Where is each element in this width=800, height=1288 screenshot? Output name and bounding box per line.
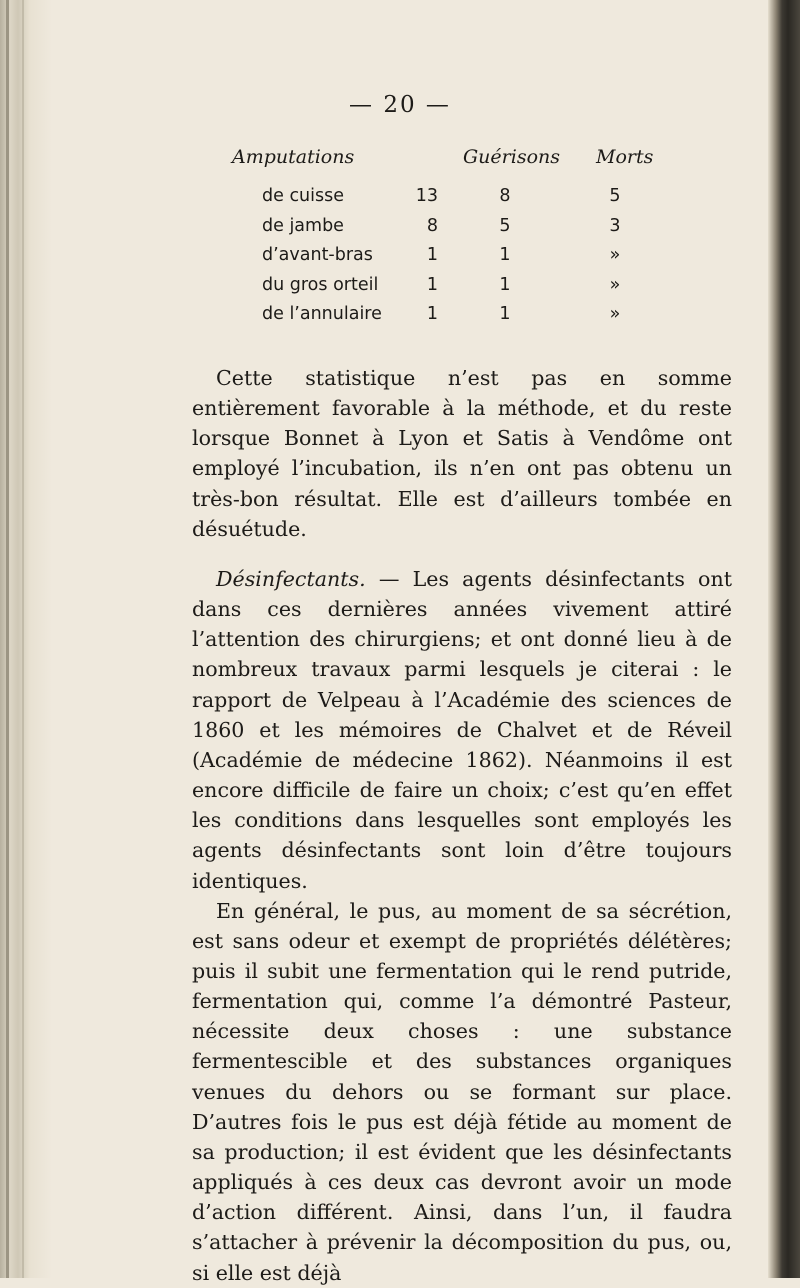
row-name: de l’annulaire: [262, 304, 382, 324]
table-row: [150, 275, 710, 305]
body-text: [192, 363, 732, 1288]
table-row: [150, 216, 710, 246]
row-healed: 1: [499, 274, 511, 295]
row-name: d’avant-bras: [262, 245, 373, 265]
row-healed: 5: [499, 215, 511, 236]
row-name: de cuisse: [262, 186, 345, 206]
row-count: 1: [426, 274, 438, 295]
row-count: 1: [426, 304, 438, 324]
paragraph-pus: En général, le pus, au moment de sa sécrétion, est sans odeur et exempt de propriétés délétères; puis il subit une fermentation qui le rend putride, fermentation qui, comme l’a démontré Pasteur, nécessite deux choses : une substance fermentescible et des substances organiques venues du dehors ou se formant sur place. D’autres fois le pus est déjà fétide au moment de sa production; il est évident que les désinfectants appliqués à ces deux cas devront avoir un mode d’action différent. Ainsi, dans l’un, il faudra s’attacher à prévenir la décomposition du pus, ou, si elle est déjà: [192, 898, 732, 1285]
row-count: 1: [426, 245, 438, 265]
table-row: [150, 186, 710, 216]
page-left-margin-scan: [0, 0, 52, 1278]
section-heading-desinfectants: Désinfectants.: [216, 566, 366, 591]
header-guerisons: Guérisons: [463, 146, 560, 168]
paragraph-statistics: Cette statistique n’est pas en somme entièrement favorable à la méthode, et du reste lorsque Bonnet à Lyon et Satis à Vendôme ont employé l’incubation, ils n’en ont pas obtenu un très-bon résultat. Elle est d’ailleurs tombée en désuétude.: [192, 366, 732, 541]
row-count: 8: [426, 215, 438, 236]
table-row: [150, 304, 710, 334]
row-healed: 8: [499, 186, 511, 206]
row-dead: »: [609, 274, 621, 295]
paragraph-desinfectants: [192, 564, 732, 896]
row-healed: 1: [499, 245, 511, 265]
table-row: [150, 245, 710, 275]
row-count: 13: [415, 186, 438, 206]
page-number: — 20 —: [349, 92, 451, 118]
row-dead: 3: [609, 215, 621, 236]
row-dead: »: [609, 304, 621, 324]
row-name: de jambe: [262, 215, 344, 236]
header-morts: Morts: [596, 146, 654, 168]
row-name: du gros orteil: [262, 274, 379, 295]
paragraph-desinfectants-text: — Les agents désinfectants ont dans ces dernières années vivement attiré l’attention des chirurgiens; et ont donné lieu à de nombreux travaux parmi lesquels je citerai : le rapport de Velpeau à l’Académie des sciences de 1860 et les mémoires de Chalvet et de Réveil (Académie de médecine 1862). Néanmoins il est encore difficile de faire un choix; c’est qu’en effet les conditions dans lesquelles sont employés les agents désinfectants sont loin d’être toujours identiques.: [192, 566, 732, 893]
row-healed: 1: [499, 304, 511, 324]
row-dead: 5: [609, 186, 621, 206]
row-dead: »: [609, 245, 621, 265]
table-header: [150, 146, 710, 186]
header-amputations: Amputations: [232, 146, 355, 168]
book-spine-edge: [768, 0, 800, 1278]
amputation-statistics-table: [150, 146, 710, 334]
